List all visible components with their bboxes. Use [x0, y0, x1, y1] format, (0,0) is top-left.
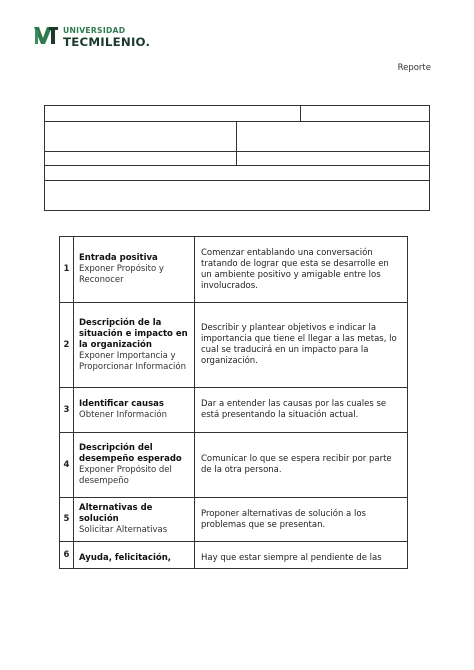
- step-title-cell: [74, 303, 195, 388]
- step-subtitle: Obtener Información: [79, 410, 168, 420]
- step-title: Descripción del desempeño esperado: [79, 443, 182, 464]
- step-title-cell: [74, 433, 195, 498]
- form-divider: [44, 121, 430, 122]
- table-row: [60, 388, 408, 433]
- step-title-cell: [74, 388, 195, 433]
- form-divider: [44, 165, 430, 166]
- table-row: [60, 498, 408, 542]
- step-title-cell: [74, 237, 195, 303]
- table-row: [60, 542, 408, 569]
- form-divider: [44, 151, 430, 152]
- table-row: [60, 303, 408, 388]
- table-row: [60, 433, 408, 498]
- form-divider: [44, 180, 430, 181]
- logo-tecmilenio-text: TECMILENIO.: [63, 35, 151, 49]
- step-title: Entrada positiva: [79, 253, 158, 263]
- step-number: 3: [60, 388, 74, 433]
- step-description: Proponer alternativas de solución a los problemas que se presentan.: [195, 498, 408, 542]
- logo-university-text: UNIVERSIDAD: [63, 26, 126, 35]
- step-description: Comunicar lo que se espera recibir por parte de la otra persona.: [195, 433, 408, 498]
- step-number: 2: [60, 303, 74, 388]
- step-subtitle: Exponer Propósito y Reconocer: [79, 264, 164, 285]
- step-number: 1: [60, 237, 74, 303]
- university-logo: [33, 22, 163, 52]
- step-subtitle: Exponer Propósito del desempeño: [79, 465, 172, 486]
- step-description: Comenzar entablando una conversación tratando de lograr que esta se desarrolle en un ambiente positivo y amigable entre los involucrados.: [195, 237, 408, 303]
- table-row: [60, 237, 408, 303]
- step-title: Ayuda, felicitación,: [79, 553, 171, 563]
- step-number: 4: [60, 433, 74, 498]
- logo-mark-icon: [33, 24, 59, 46]
- step-subtitle: Solicitar Alternativas: [79, 525, 168, 535]
- step-title-cell: [74, 542, 195, 569]
- step-description: Dar a entender las causas por las cuales se está presentando la situación actual.: [195, 388, 408, 433]
- step-number: 6: [60, 542, 74, 569]
- feedback-steps-table: [59, 236, 408, 569]
- step-number: 5: [60, 498, 74, 542]
- step-description: Hay que estar siempre al pendiente de las: [195, 542, 408, 569]
- step-description: Describir y plantear objetivos e indicar la importancia que tiene el llegar a las metas, lo cual se traducirá en un impacto para la organización.: [195, 303, 408, 388]
- form-divider-vertical: [300, 105, 301, 122]
- step-subtitle: Exponer Importancia y Proporcionar Información: [79, 350, 186, 372]
- form-divider-vertical: [236, 121, 237, 166]
- step-title: Identificar causas: [79, 399, 164, 409]
- step-title: Descripción de la situación e impacto en la organización: [79, 317, 188, 350]
- step-title-cell: [74, 498, 195, 542]
- step-title: Alternativas de solución: [79, 503, 153, 524]
- report-label: Reporte: [397, 63, 431, 73]
